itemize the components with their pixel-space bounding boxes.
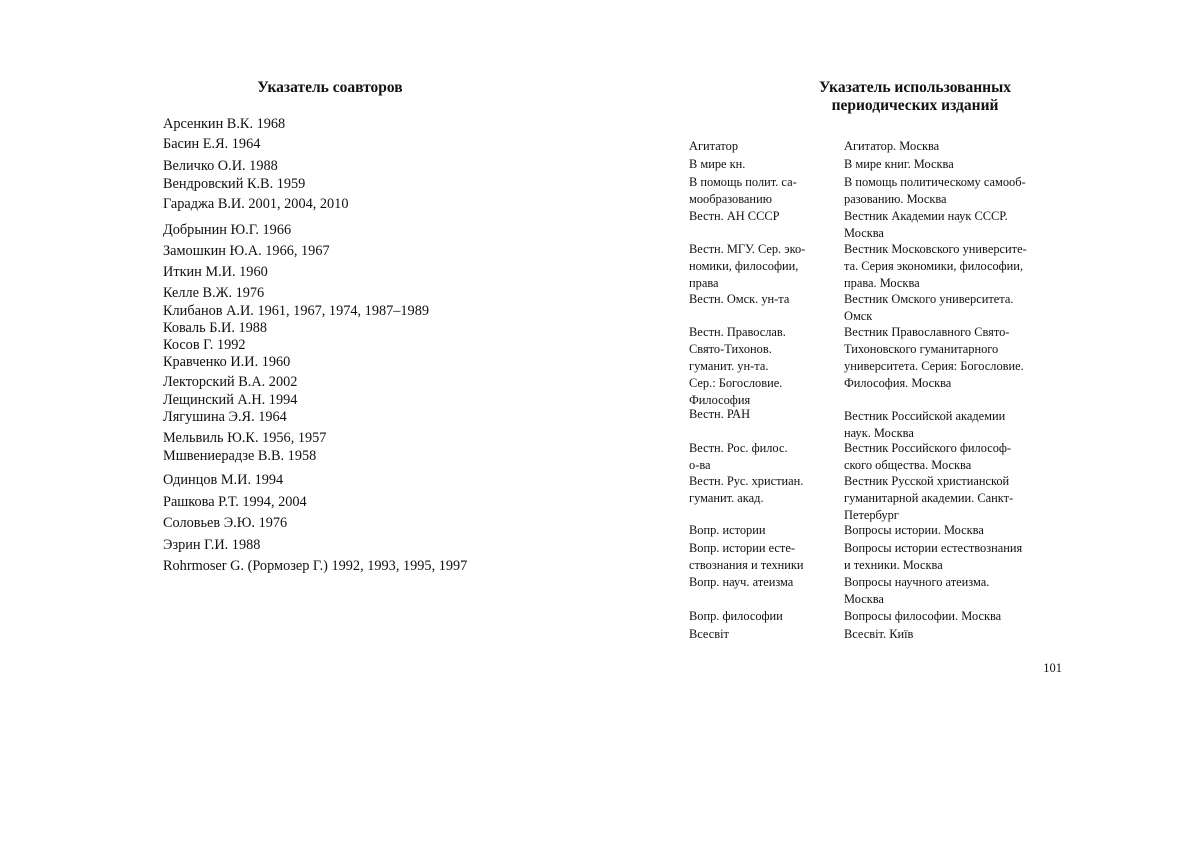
- coauthor-entry: Вендровский К.В. 1959: [163, 176, 306, 192]
- coauthor-entry: Замошкин Ю.А. 1966, 1967: [163, 243, 330, 259]
- periodical-full-title: Вестник Омского университета. Омск: [844, 292, 1014, 323]
- coauthor-entry: Басин Е.Я. 1964: [163, 136, 261, 152]
- right-page: [600, 0, 1200, 848]
- coauthor-entry: Лягушина Э.Я. 1964: [163, 409, 287, 425]
- coauthor-entry: Арсенкин В.К. 1968: [163, 116, 286, 132]
- periodical-abbreviation: Вестн. Омск. ун-та: [689, 292, 790, 306]
- coauthor-entry: Гараджа В.И. 2001, 2004, 2010: [163, 196, 349, 212]
- periodical-abbreviation: Вопр. философии: [689, 609, 783, 623]
- coauthor-entry: Келле В.Ж. 1976: [163, 285, 265, 301]
- periodicals-title-line-1: Указатель использованных: [819, 79, 1011, 96]
- coauthor-entry: Лещинский А.Н. 1994: [163, 392, 298, 408]
- coauthor-entry: Добрынин Ю.Г. 1966: [163, 222, 292, 238]
- periodical-abbreviation: Вестн. Православ. Свято-Тихонов. гуманит. ун-та. Сер.: Богословие. Философия: [689, 325, 786, 407]
- periodical-full-title: Вопросы истории естествознания и техники. Москва: [844, 541, 1023, 572]
- periodical-abbreviation: Вестн. МГУ. Сер. эко- номики, философии, права: [689, 242, 806, 290]
- periodical-full-title: Вестник Российской академии наук. Москва: [844, 409, 1006, 440]
- coauthor-entry: Эзрин Г.И. 1988: [163, 537, 261, 553]
- coauthor-entry: Клибанов А.И. 1961, 1967, 1974, 1987–1989: [163, 303, 430, 319]
- periodical-abbreviation: Вопр. науч. атеизма: [689, 575, 794, 589]
- coauthor-entry: Лекторский В.А. 2002: [163, 374, 298, 390]
- periodical-full-title: Агитатор. Москва: [844, 139, 940, 153]
- coauthors-index-title: Указатель соавторов: [257, 79, 403, 96]
- coauthor-entry: Коваль Б.И. 1988: [163, 320, 268, 336]
- periodical-abbreviation: Вестн. РАН: [689, 407, 751, 421]
- periodical-full-title: Вестник Российского философ- ского общества. Москва: [844, 441, 1012, 472]
- periodical-abbreviation: Вопр. истории: [689, 523, 766, 537]
- coauthor-entry: Кравченко И.И. 1960: [163, 354, 291, 370]
- periodicals-title-line-2: периодических изданий: [831, 97, 999, 114]
- periodical-full-title: Вопросы философии. Москва: [844, 609, 1002, 623]
- page-number: 101: [1043, 661, 1062, 675]
- coauthor-entry: Мшвениерадзе В.В. 1958: [163, 448, 317, 464]
- periodical-abbreviation: Вестн. АН СССР: [689, 209, 780, 223]
- coauthor-entry: Соловьев Э.Ю. 1976: [163, 515, 288, 531]
- coauthor-entry: Косов Г. 1992: [163, 337, 246, 353]
- periodical-full-title: В помощь политическому самооб- разованию. Москва: [844, 175, 1026, 206]
- periodical-abbreviation: Агитатор: [689, 139, 739, 153]
- periodical-abbreviation: Вестн. Рус. христиан. гуманит. акад.: [689, 474, 804, 505]
- periodical-abbreviation: В мире кн.: [689, 157, 746, 171]
- coauthor-entry: Одинцов М.И. 1994: [163, 472, 284, 488]
- periodical-abbreviation: Всесвіт: [689, 627, 729, 641]
- periodical-full-title: Вопросы истории. Москва: [844, 523, 984, 537]
- periodical-full-title: Вестник Московского университе- та. Серия экономики, философии, права. Москва: [844, 242, 1027, 290]
- periodicals-index-title: [750, 79, 1080, 115]
- periodical-abbreviation: Вестн. Рос. филос. о-ва: [689, 441, 788, 472]
- coauthor-entry: Рашкова Р.Т. 1994, 2004: [163, 494, 307, 510]
- periodical-full-title: Вопросы научного атеизма. Москва: [844, 575, 990, 606]
- periodical-abbreviation: Вопр. истории есте- ствознания и техники: [689, 541, 804, 572]
- periodical-full-title: Вестник Академии наук СССР. Москва: [844, 209, 1008, 240]
- coauthor-entry: Мельвиль Ю.К. 1956, 1957: [163, 430, 327, 446]
- periodical-abbreviation: В помощь полит. са- мообразованию: [689, 175, 797, 206]
- periodical-full-title: Вестник Православного Свято- Тихоновского гуманитарного университета. Серия: Богословие. Философия. Москва: [844, 325, 1024, 390]
- coauthor-entry: Иткин М.И. 1960: [163, 264, 268, 280]
- periodical-full-title: Вестник Русской христианской гуманитарной академии. Санкт- Петербург: [844, 474, 1014, 522]
- periodical-full-title: Всесвіт. Київ: [844, 627, 914, 641]
- coauthor-entry: Rohrmoser G. (Рормозер Г.) 1992, 1993, 1995, 1997: [163, 558, 468, 574]
- periodical-full-title: В мире книг. Москва: [844, 157, 954, 171]
- coauthor-entry: Величко О.И. 1988: [163, 158, 278, 174]
